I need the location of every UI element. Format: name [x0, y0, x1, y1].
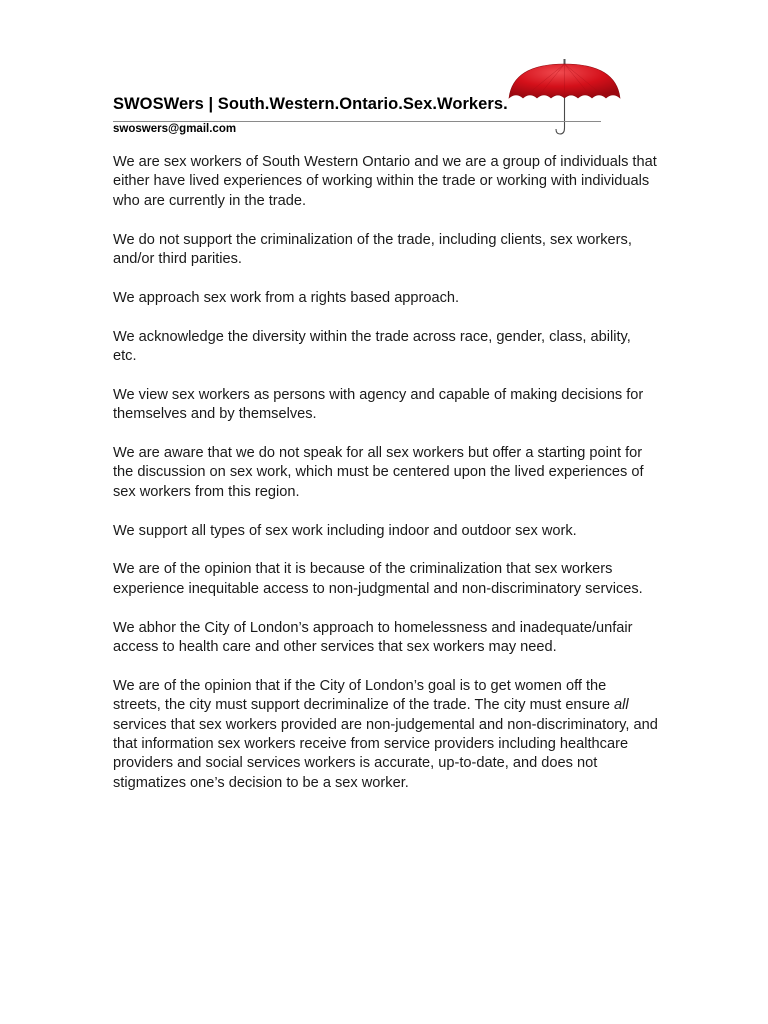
paragraph: We abhor the City of London’s approach to homelessness and inadequate/unfair access to health care and other services that sex workers may need. [113, 619, 633, 656]
page-title: SWOSWers | South.Western.Ontario.Sex.Workers. [113, 95, 508, 113]
paragraph: We acknowledge the diversity within the trade across race, gender, class, ability, etc. [113, 328, 631, 365]
final-paragraph-start: We are of the opinion that if the City of London’s goal is to get women off the streets, the city must support decriminalize of the trade. The city must ensure [113, 677, 614, 714]
header-divider [113, 121, 601, 122]
emphasis-text: all [614, 697, 629, 714]
paragraph: We do not support the criminalization of the trade, including clients, sex workers, and/or third parities. [113, 231, 632, 268]
final-paragraph [113, 677, 658, 793]
paragraph: We are aware that we do not speak for all sex workers but offer a starting point for the discussion on sex work, which must be centered upon the lived experiences of sex workers from this region. [113, 445, 644, 500]
paragraph: We are of the opinion that it is because of the criminalization that sex workers experience inequitable access to non-judgmental and non-discriminatory services. [113, 561, 643, 597]
paragraph: We support all types of sex work including indoor and outdoor sex work. [113, 522, 577, 539]
final-paragraph-end: services that sex workers provided are non-judgemental and non-discriminatory, and that information sex workers receive from service providers including healthcare providers and social services workers is accurate, up-to-date, and does not stigmatizes one’s decision to be a sex worker. [113, 716, 658, 791]
document-body [113, 153, 658, 813]
contact-email: swoswers@gmail.com [113, 123, 237, 135]
paragraph: We are sex workers of South Western Ontario and we are a group of individuals that either have lived experiences of working within the trade or working with individuals who are currently in the trade. [113, 154, 657, 209]
paragraph: We approach sex work from a rights based approach. [113, 289, 460, 306]
paragraph: We view sex workers as persons with agency and capable of making decisions for themselves and by themselves. [113, 386, 644, 423]
red-umbrella-icon [505, 54, 625, 140]
